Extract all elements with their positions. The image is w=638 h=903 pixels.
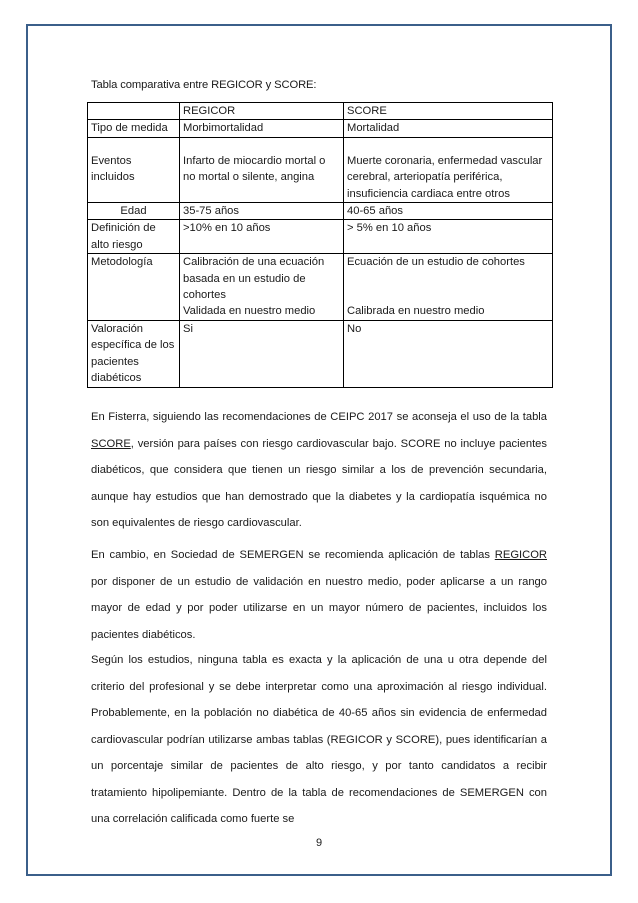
page-number: 9 (315, 837, 323, 849)
score-cell: Muerte coronaria, enfermedad vascular cerebral, arteriopatía periférica, insuficiencia cardiaca entre otros (344, 137, 553, 202)
paragraph-text: , versión para países con riesgo cardiovascular bajo. SCORE no incluye pacientes diabéticos, que considera que tienen un riesgo similar a los de prevención secundaria, aunque hay estudios que han demostrado que la diabetes y la cardiopatía isquémica no son equivalentes de riesgo cardiovascular. (91, 437, 547, 529)
regicor-link[interactable]: REGICOR (494, 549, 547, 561)
score-cell: > 5% en 10 años (344, 220, 553, 254)
score-cell (344, 254, 553, 321)
score-cell: Mortalidad (344, 120, 553, 137)
row-label: Metodología (88, 254, 180, 321)
table-row (88, 254, 553, 321)
row-label: Tipo de medida (88, 120, 180, 137)
paragraph-text: En Fisterra, siguiendo las recomendaciones de CEIPC 2017 se aconseja el uso de la tabla (91, 411, 547, 423)
row-label: Eventos incluidos (88, 137, 180, 202)
paragraph-text: por disponer de un estudio de validación en nuestro medio, poder aplicarse a un rango mayor de edad y por poder utilizarse en un mayor número de pacientes, incluidos los pacientes diabéticos. (91, 575, 547, 641)
regicor-validation: Validada en nuestro medio (183, 305, 316, 318)
header-cell-regicor: REGICOR (180, 103, 344, 120)
regicor-cell: Morbimortalidad (180, 120, 344, 137)
table-caption: Tabla comparativa entre REGICOR y SCORE: (91, 79, 317, 91)
paragraph-studies: Según los estudios, ninguna tabla es exacta y la aplicación de una u otra depende del criterio del profesional y se debe interpretar como una aproximación al riesgo individual. Probablemente, en la población no diabética de 40-65 años sin evidencia de enfermedad cardiovascular podrían utilizarse ambas tablas (REGICOR y SCORE), pues identificarían a un porcentaje similar de pacientes de alto riesgo, y por tanto candidatos a recibir tratamiento hipolipemiante. Dentro de la tabla de recomendaciones de SEMERGEN con una correlación calificada como fuerte se (91, 654, 547, 825)
paragraph-fisterra (91, 404, 547, 537)
paragraph-semergen (91, 542, 547, 648)
row-label: Edad (88, 203, 180, 220)
table-row (88, 220, 553, 254)
regicor-cell: 35-75 años (180, 203, 344, 220)
score-calibration: Calibrada en nuestro medio (347, 304, 485, 317)
table-header-row (88, 103, 553, 120)
regicor-method: Calibración de una ecuación basada en un estudio de cohortes (183, 256, 325, 302)
header-cell-score: SCORE (344, 103, 553, 120)
score-method: Ecuación de un estudio de cohortes (347, 256, 525, 269)
table-row (88, 120, 553, 137)
score-link[interactable]: SCORE (91, 437, 131, 450)
regicor-cell: Si (180, 320, 344, 387)
table-row (88, 203, 553, 220)
score-cell: 40-65 años (344, 203, 553, 220)
paragraph-text: En cambio, en Sociedad de SEMERGEN se recomienda aplicación de tablas (91, 549, 495, 561)
header-cell-empty (88, 103, 180, 120)
table-row (88, 320, 553, 387)
row-label: Valoración específica de los pacientes diabéticos (88, 320, 180, 387)
regicor-cell: Infarto de miocardio mortal o no mortal o silente, angina (180, 137, 344, 202)
table-row (88, 137, 553, 202)
regicor-cell: >10% en 10 años (180, 220, 344, 254)
row-label: Definición de alto riesgo (88, 220, 180, 254)
regicor-cell (180, 254, 344, 321)
score-cell: No (344, 320, 553, 387)
comparison-table (87, 102, 553, 388)
